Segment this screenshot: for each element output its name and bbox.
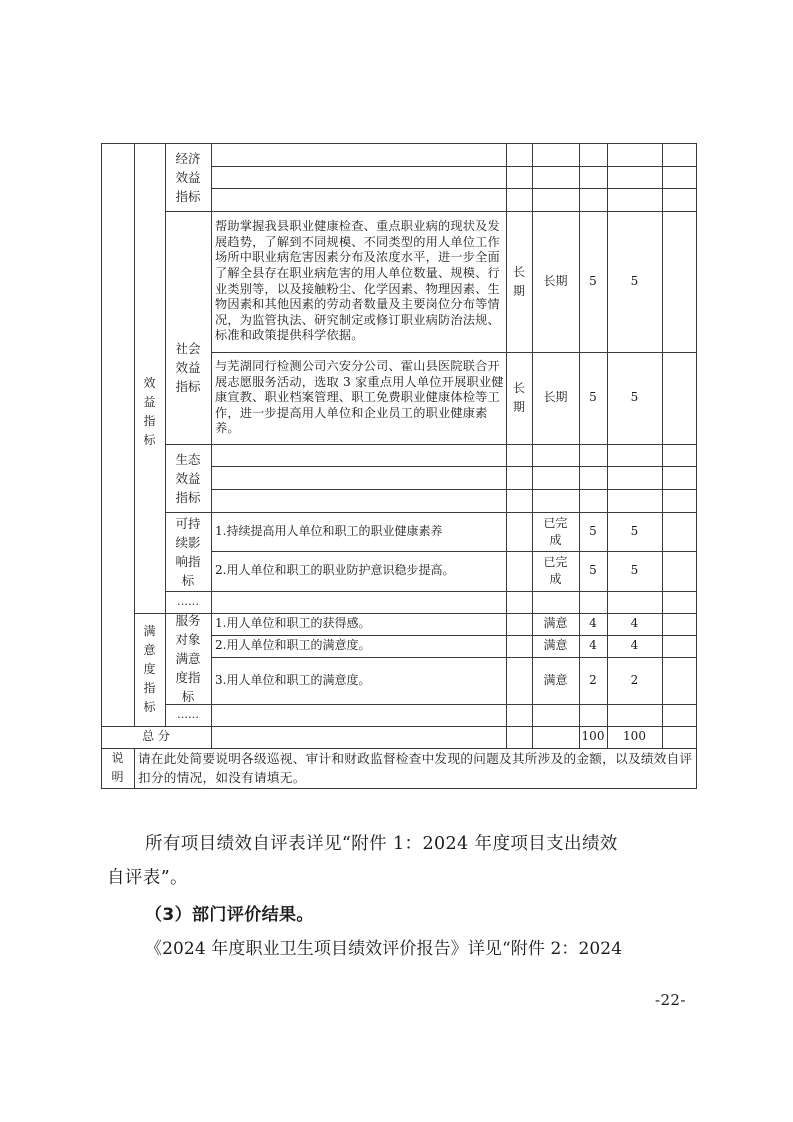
social-row-2-content: 与芜湖同行检测公司六安分公司、霍山县医院联合开展志愿服务活动，选取 3 家重点用人单位开展职业健康宣教、职业档案管理、职工免费职业健康体检等工作，进一步提高用人单位和企业员工的职业健康素养。	[215, 359, 504, 436]
service-row-2-actual: 满意	[543, 638, 568, 653]
service-row-2-score: 4	[630, 638, 639, 653]
sustainable-ellipsis: ……	[177, 595, 199, 609]
sustainable-row-2-content: 2.用人单位和职工的职业防护意识稳步提高。	[215, 563, 455, 578]
social-row-1-weight: 5	[589, 273, 597, 288]
service-row-1-actual: 满意	[543, 616, 568, 631]
ecological-label-text: 生态效益指标	[175, 451, 201, 505]
social-row-2-target-text: 长期	[512, 381, 525, 414]
sustainable-row-1-actual-text: 已完成	[543, 515, 568, 547]
sustainable-row-1-score: 5	[630, 523, 639, 538]
note-label	[101, 748, 134, 788]
level1-benefit-label	[134, 211, 165, 613]
total-score: 100	[623, 729, 646, 744]
social-row-1-content: 帮助掌握我县职业健康检查、重点职业病的现状及发展趋势，了解到不同规模、不同类型的用人单位工作场所中职业病危害因素分布及浓度水平，进一步全面了解全县存在职业病危害的用人单位数量、规模、行业类别等，以及接触粉尘、化学因素、物理因素、生物因素和其他因素的劳动者数量及主要岗位分布等情况，为监管执法、研究制定或修订职业病防治法规、标准和政策提供科学依据。	[215, 219, 500, 343]
social-label	[165, 211, 211, 444]
service-row-3-score: 2	[630, 672, 639, 687]
social-row-1-score: 5	[630, 273, 639, 288]
service-row-3-actual: 满意	[543, 672, 568, 687]
sustainable-row-2-actual	[532, 551, 579, 591]
economic-label	[165, 143, 211, 211]
page-number: -22-	[655, 991, 686, 1009]
service-row-2-content: 2.用人单位和职工的满意度。	[215, 638, 371, 653]
service-row-1-score: 4	[630, 616, 639, 631]
sustainable-label-text: 可持续影响指标	[175, 515, 201, 588]
total-label: 总 分	[142, 729, 170, 744]
section-heading-3: （3）部门评价结果。	[145, 905, 314, 925]
service-row-1-content: 1.用人单位和职工的获得感。	[215, 616, 371, 631]
level1-benefit-text: 效益指标	[143, 376, 156, 447]
social-row-1-actual: 长期	[543, 273, 568, 288]
level1-satisfaction-text: 满意度指标	[143, 624, 156, 714]
sustainable-row-1-weight: 5	[589, 523, 597, 538]
service-row-3-content: 3.用人单位和职工的满意度。	[215, 672, 371, 687]
service-label	[165, 613, 211, 704]
note-text: 请在此处简要说明各级巡视、审计和财政监督检查中发现的问题及其所涉及的金额，以及绩效自评扣分的情况，如没有请填无。	[138, 751, 693, 785]
sustainable-row-2-weight: 5	[589, 563, 597, 578]
body-paragraph-1-line-2: 自评表”。	[107, 868, 188, 888]
service-row-3-weight: 2	[589, 672, 597, 687]
sustainable-row-1-actual	[532, 512, 579, 551]
social-row-1-target-text: 长期	[512, 264, 525, 298]
body-paragraph-1-line-1: 所有项目绩效自评表详见“附件 1：2024 年度项目支出绩效	[145, 834, 618, 854]
service-row-1-weight: 4	[589, 616, 597, 631]
total-weight: 100	[581, 729, 605, 744]
sustainable-row-2-actual-text: 已完成	[543, 555, 568, 586]
social-row-2-actual: 长期	[543, 390, 568, 405]
social-row-2-target	[506, 352, 532, 444]
sustainable-row-1-content: 1.持续提高用人单位和职工的职业健康素养	[215, 523, 443, 538]
sustainable-label	[165, 512, 211, 591]
service-ellipsis: ……	[177, 708, 199, 722]
note-label-text: 说明	[111, 751, 124, 784]
social-row-2-weight: 5	[589, 390, 597, 405]
ecological-label	[165, 444, 211, 512]
social-row-2-score: 5	[630, 390, 639, 405]
service-label-text: 服务对象满意度指标	[175, 613, 201, 704]
social-label-text: 社会效益指标	[175, 341, 201, 394]
social-row-1-target	[506, 211, 532, 352]
level1-satisfaction-label	[134, 613, 165, 726]
body-paragraph-2-line-1: 《2024 年度职业卫生项目绩效评价报告》详见“附件 2：2024	[145, 939, 623, 959]
economic-label-text: 经济效益指标	[175, 150, 201, 204]
sustainable-row-2-score: 5	[630, 563, 639, 578]
service-row-2-weight: 4	[589, 638, 597, 653]
